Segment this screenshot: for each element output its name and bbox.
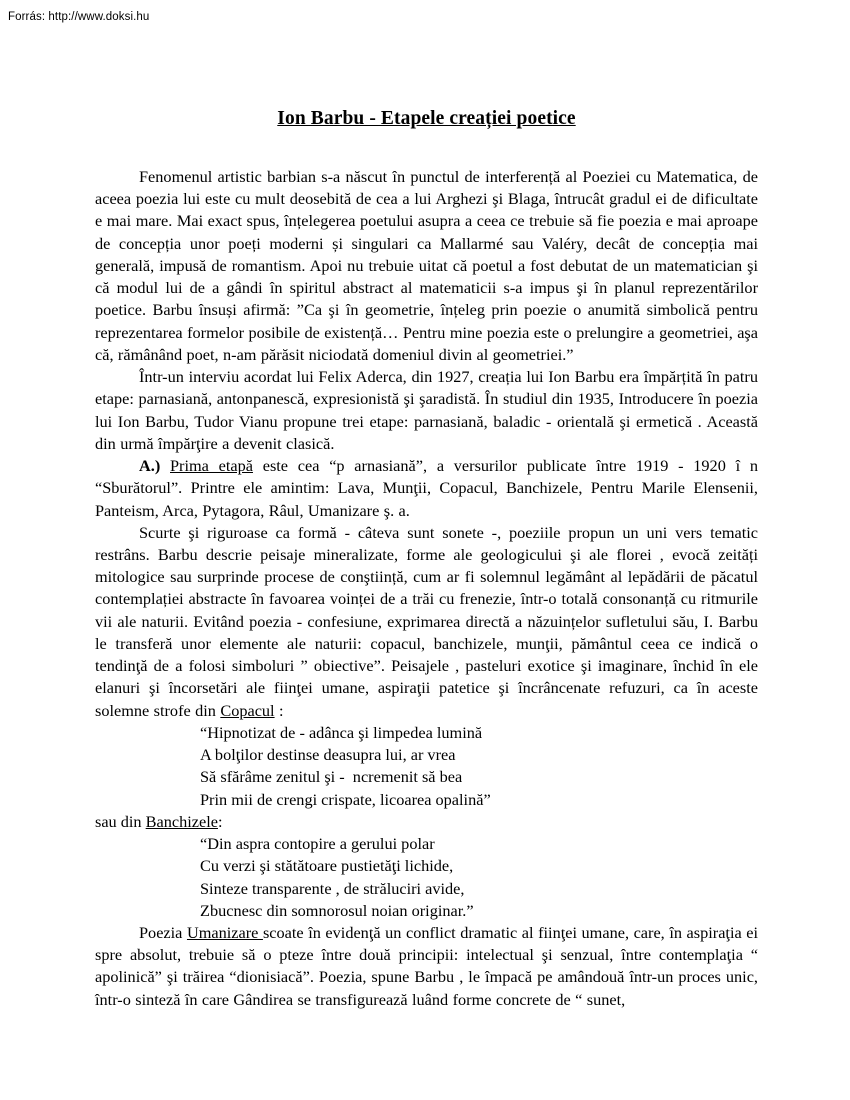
paragraph-prima-etapa-rest: este cea “p arnasiană”, a versurilor publicate între 1919 - 1920 î n “Sburătorul”. Printre ele amintim: Lava, Munţii, Copacul, Banchizele, Pentru Marile Elensenii, Panteism, Arca, Pytagora, Râul, Umanizare ş. a. [95,456,758,520]
verse-line: A bolţilor destinse deasupra lui, ar vrea [200,745,456,765]
sau-din-label: sau din [95,811,146,831]
paragraph-scurte-riguroase [95,522,758,722]
source-url-header: Forrás: http://www.doksi.hu [8,11,150,23]
underlined-banchizele: Banchizele [145,811,218,831]
verse-line: Prin mii de crengi crispate, licoarea opalină” [200,789,491,809]
paragraph-scurte-before: Scurte şi riguroase ca formă - câteva sunt sonete -, poeziile propun un uni vers tematic restrâns. Barbu descrie peisaje mineralizate, forme ale geologicului şi ale florei , evocă zeități mitologice sau surprinde procese de conştiință, cum ar fi solemnul legământ al lepădării de păcatul contemplației abstracte în favoarea voinței de a trăi cu frenezie, într-o totală consonanță cu ritmurile vii ale naturii. Evitând poezia - confesiune, exprimarea directă a năzuințelor sufletului său, I. Barbu le transferă unor elemente ale naturii: copacul, banchizele, munţii, pământul ceea ce indică o tendinţă de a folosi simboluri ” obiective”. Peisajele , pasteluri exotice şi imaginare, închid în ele elanuri şi încorsetări ale fiinţei umane, aspiraţii patetice şi încrâncenate refuzuri, ca în acestе solemne strofe din [95,522,758,720]
paragraph-prima-etapa [95,455,758,522]
paragraph-intro: Fenomenul artistic barbian s-a născut în punctul de interferență al Poeziei cu Matematica, de aceea poezia lui este cu mult deosebită de cea a lui Arghezi şi Blaga, întrucât gradul ei de dificultate e mai mare. Mai exact spus, înțelegerea poetului asupra a ceea ce trebuie să fie poezia e mai aproape de concepția unor poeți moderni și singulari ca Mallarmé sau Valéry, decât de concepția mai generală, impusă de romantism. Apoi nu trebuie uitat că poetul a fost debutat de un matematician şi că modul lui de a gândi în spiritul abstract al matematicii s-a impus şi în planul reprezentărilor poetice. Barbu însuși afirmă: ”Ca şi în geometrie, înțeleg prin poezie o anumită simbolică pentru reprezentarea formelor posibile de existență… Pentru mine poezia este o prelungire a geometriei, aşa că, rămânând poet, n-am părăsit niciodată domeniul divin al geometriei.” [95,167,758,364]
verse-line: “Hipnotizat de - adânca şi limpedea lumină [200,722,483,742]
document-body [95,108,758,1011]
paragraph-umanizare [95,922,758,1011]
underlined-copacul: Copacul [220,700,275,720]
colon-after-banchizele: : [217,811,223,831]
verse-line: “Din aspra contopire a gerului polar [200,834,435,854]
verse-line: Să sfărâme zenitul şi - ncremenit să bea [200,767,463,787]
underlined-prima-etapa: Prima etapă [170,456,253,476]
verse-block-copacul [95,722,758,811]
verse-block-banchizele [95,833,758,922]
poezia-label: Poezia [139,922,187,942]
section-label-a: A.) [139,456,161,476]
verse-line: Sinteze transparente , de străluciri avide, [200,878,465,898]
paragraph-interviu: Într-un interviu acordat lui Felix Aderca, din 1927, creația lui Ion Barbu era împărțită în patru etape: parnasiană, antonpanescă, expresionistă şi şaradistă. În studiul din 1935, Introducere în poezia lui Ion Barbu, Tudor Vianu propune trei etape: parnasiană, baladic - orientală şi ermetică . Această din urmă împărţire a devenit clasică. [95,367,758,453]
page-title: Ion Barbu - Etapele creației poetice [277,108,576,129]
paragraph-sau-din-banchizele [95,811,758,833]
spacer [160,456,170,475]
paragraph-umanizare-rest: scoate în evidenţă un conflict dramatic al fiinţei umane, care, în aspiraţia ei spre absolut, trebuie să o pteze între două principii: intelectual şi senzual, între contemplaţia “ apolinică” şi trăirea “dionisiacă”. Poezia, spune Barbu , le împacă pe amândouă într-un proces unic, într-o sinteză în care Gândirea se transfigurează luând forme concrete de “ sunet, [95,922,759,1009]
verse-line: Zbucnesc din somnorosul noian originar.” [200,900,474,920]
underlined-umanizare: Umanizare [186,922,263,942]
paragraph-scurte-after: : [274,700,284,720]
verse-line: Cu verzi şi stătătoare pustietăţi lichide, [200,856,454,876]
